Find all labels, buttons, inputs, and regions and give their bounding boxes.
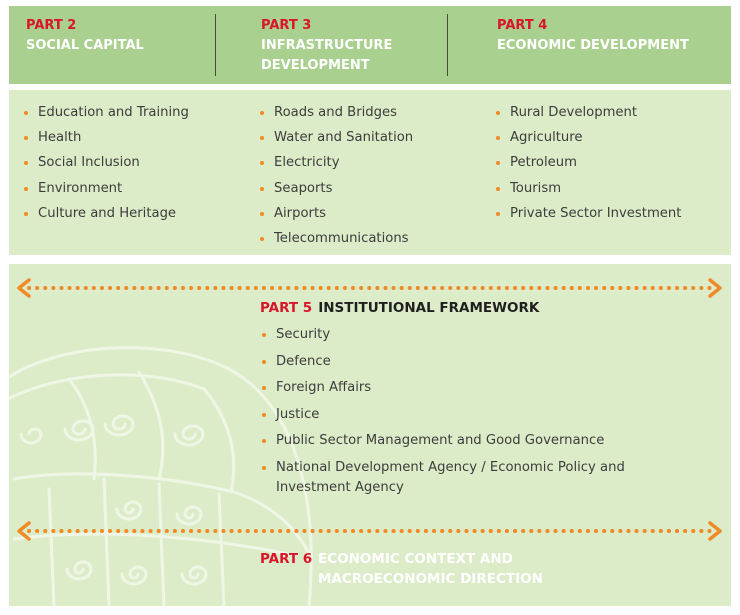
part5-title: INSTITUTIONAL FRAMEWORK bbox=[318, 300, 540, 316]
part5-topic-list bbox=[256, 325, 696, 505]
part6-heading bbox=[260, 549, 578, 589]
list-item: Culture and Heritage bbox=[18, 204, 189, 229]
part5-heading bbox=[260, 300, 539, 316]
part5-label: PART 5 bbox=[260, 300, 313, 316]
part2-label: PART 2 bbox=[26, 18, 77, 33]
part4-title: ECONOMIC DEVELOPMENT bbox=[497, 38, 689, 53]
part3-heading bbox=[261, 16, 392, 76]
part3-topic-list bbox=[254, 103, 413, 254]
list-item: Private Sector Investment bbox=[490, 204, 681, 229]
list-item: Environment bbox=[18, 179, 189, 204]
double-arrow-icon bbox=[15, 521, 724, 541]
list-item: Airports bbox=[254, 204, 413, 229]
list-item: Water and Sanitation bbox=[254, 128, 413, 153]
header-divider bbox=[215, 14, 216, 76]
part3-title-line1: INFRASTRUCTURE bbox=[261, 38, 393, 53]
part6-title-line1: ECONOMIC CONTEXT AND bbox=[318, 551, 513, 567]
list-item: Foreign Affairs bbox=[256, 378, 696, 398]
list-item: Roads and Bridges bbox=[254, 103, 413, 128]
list-item: Health bbox=[18, 128, 189, 153]
list-item: Security bbox=[256, 325, 696, 345]
list-item: Defence bbox=[256, 352, 696, 372]
header-divider bbox=[447, 14, 448, 76]
foundation-panel bbox=[9, 264, 731, 606]
part3-label: PART 3 bbox=[261, 18, 312, 33]
list-item: Agriculture bbox=[490, 128, 681, 153]
part4-label: PART 4 bbox=[497, 18, 548, 33]
list-item: Rural Development bbox=[490, 103, 681, 128]
list-item: Tourism bbox=[490, 179, 681, 204]
part2-heading bbox=[26, 16, 144, 56]
topics-panel bbox=[9, 90, 731, 255]
part4-heading bbox=[497, 16, 689, 56]
part2-topic-list bbox=[18, 103, 189, 229]
part2-title: SOCIAL CAPITAL bbox=[26, 38, 144, 53]
part6-title-line2: MACROECONOMIC DIRECTION bbox=[318, 571, 543, 587]
part6-label: PART 6 bbox=[260, 551, 313, 567]
list-item: Education and Training bbox=[18, 103, 189, 128]
part4-topic-list bbox=[490, 103, 681, 229]
list-item: Public Sector Management and Good Governance bbox=[256, 431, 696, 451]
pillars-header bbox=[9, 6, 731, 84]
list-item: National Development Agency / Economic Policy and Investment Agency bbox=[256, 458, 696, 498]
list-item: Electricity bbox=[254, 153, 413, 178]
list-item: Justice bbox=[256, 405, 696, 425]
list-item: Seaports bbox=[254, 179, 413, 204]
list-item: Social Inclusion bbox=[18, 153, 189, 178]
part3-title-line2: DEVELOPMENT bbox=[261, 58, 370, 73]
double-arrow-icon bbox=[15, 278, 724, 298]
list-item: Telecommunications bbox=[254, 229, 413, 254]
list-item: Petroleum bbox=[490, 153, 681, 178]
